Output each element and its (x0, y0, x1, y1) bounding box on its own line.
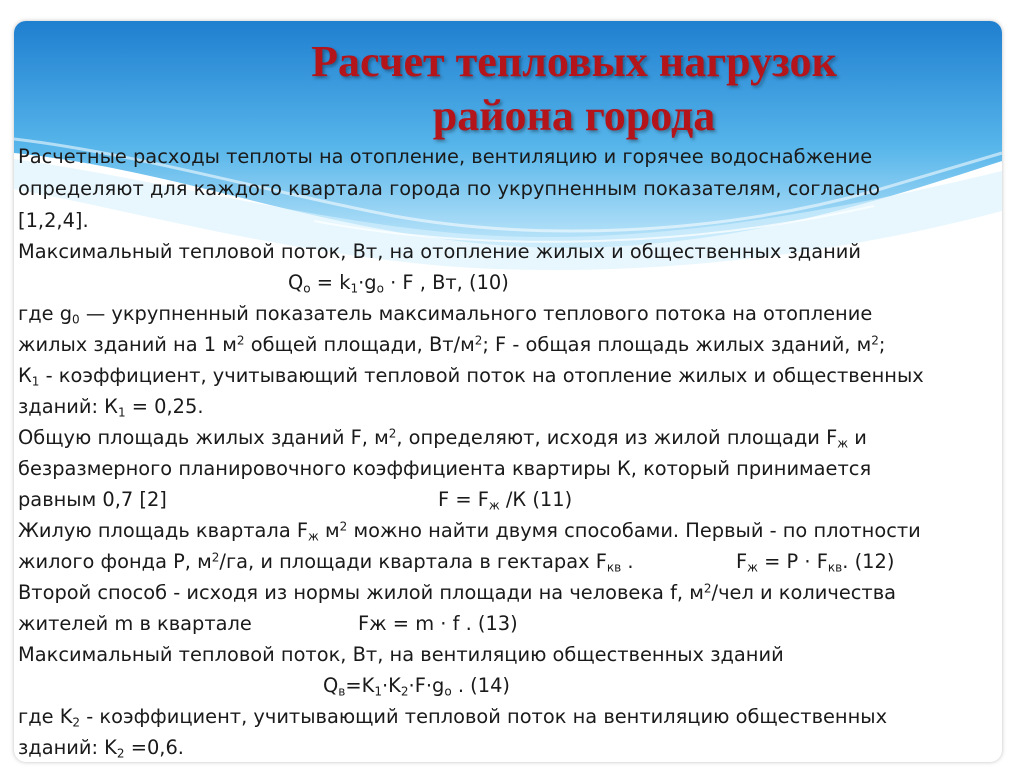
text-line: определяют для каждого квартала города по укрупненным показателям, согласно (18, 177, 880, 200)
formula-12: $F_ж = Р \cdot F_{кв}$. (12) (736, 550, 895, 575)
text-line: Расчетные расходы теплоты на отопление, вентиляцию и горячее водоснабжение (18, 145, 873, 168)
text-line: жилых зданий на 1 $м^2$ общей площади, $Вт/м^2$; F - общая площадь жилых зданий, $м^2$; (18, 333, 886, 356)
text-line: Максимальный тепловой поток, Вт, на отопление жилых и общественных зданий (18, 240, 861, 263)
formula-13: Fж = m · f . (13) (358, 612, 518, 635)
text-line: жителей m в квартале (18, 612, 252, 635)
text-line: безразмерного планировочного коэффициента квартиры К, который принимается (18, 457, 872, 480)
text-line: Максимальный тепловой поток, Вт, на вентиляцию общественных зданий (18, 643, 784, 666)
text-line: зданий: $К_1 = 0,25$. (18, 395, 204, 420)
text-line: равным 0,7 [2] (18, 488, 167, 511)
title-line-1: Расчет тепловых нагрузок (311, 37, 837, 86)
text-line: зданий: $K_2 =0,6$. (18, 736, 184, 761)
title-line-2: района города (432, 91, 716, 140)
formula-11: $F = F_ж$ /К (11) (438, 488, 573, 513)
text-line: [1,2,4]. (18, 209, 89, 232)
text-line: где $g_0$ — укрупненный показатель максимального теплового потока на отопление (18, 302, 873, 327)
page-title (224, 35, 924, 143)
text-line: жилого фонда Р, $м^2/га$, и площади квартала в гектарах $F_{кв}$ . (18, 550, 634, 575)
text-line: Второй способ - исходя из нормы жилой площади на человека f, $м^2$/чел и количества (18, 581, 897, 604)
formula-10: $Q_o = k_1\cdot g_o \cdot F$ , Вт, (10) (288, 271, 509, 296)
text-line: $К_1$ - коэффициент, учитывающий тепловой поток на отопление жилых и общественных (18, 364, 924, 389)
text-line: Общую площадь жилых зданий F, $м^2$, определяют, исходя из жилой площади $F_ж$ и (18, 426, 867, 451)
formula-14: $Q_в=K_1\cdot K_2\cdot F\cdot g_o$ . (14) (323, 674, 510, 699)
text-line: Жилую площадь квартала $F_ж$ $м^2$ можно найти двумя способами. Первый - по плотности (18, 519, 921, 544)
text-line: где $K_2$ - коэффициент, учитывающий тепловой поток на вентиляцию общественных (18, 705, 888, 730)
